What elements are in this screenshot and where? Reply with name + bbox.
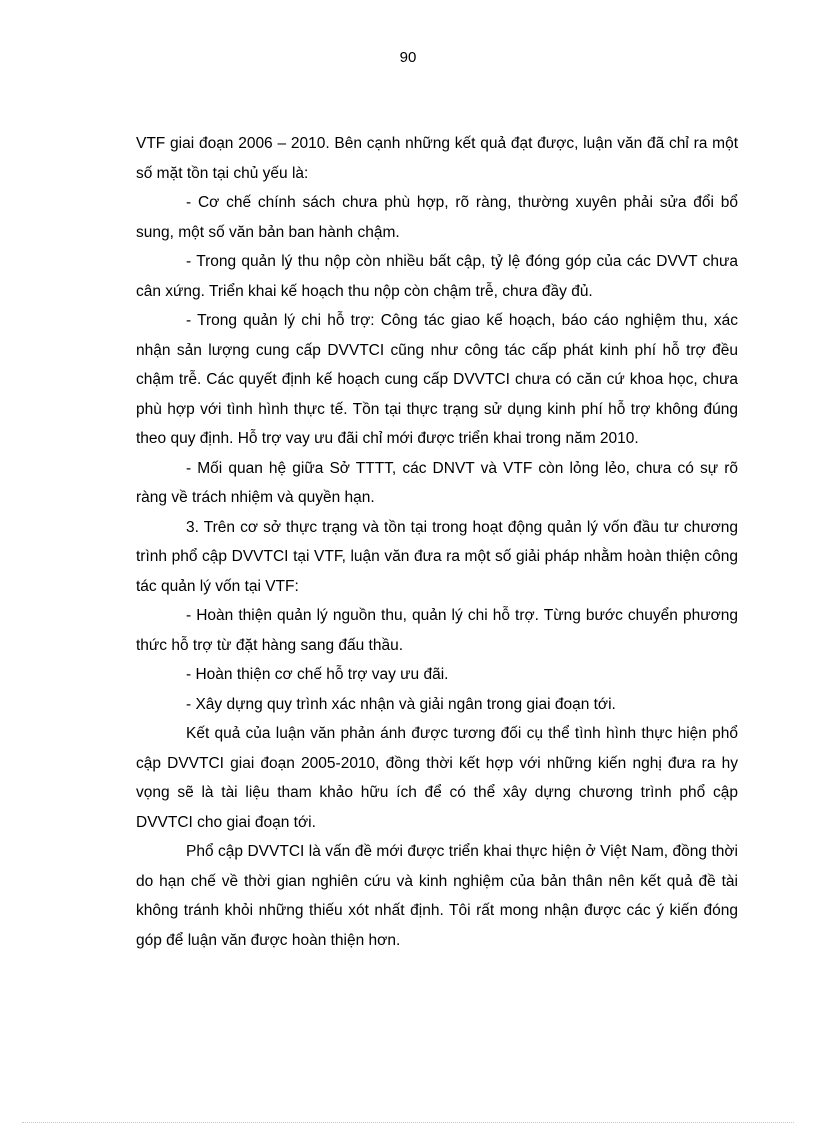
paragraph-relationships: - Mối quan hệ giữa Sở TTTT, các DNVT và VTF còn lỏng lẻo, chưa có sự rõ ràng về trách nhiệm và quyền hạn.: [136, 459, 738, 506]
paragraph-solutions-intro: 3. Trên cơ sở thực trạng và tồn tại trong hoạt động quản lý vốn đầu tư chương trình phổ cập DVVTCI tại VTF, luận văn đưa ra một số giải pháp nhằm hoàn thiện công tác quản lý vốn tại VTF:: [136, 518, 738, 595]
paragraph-revenue-management: - Trong quản lý thu nộp còn nhiều bất cập, tỷ lệ đóng góp của các DVVT chưa cân xứng. Triển khai kế hoạch thu nộp còn chậm trễ, chưa đầy đủ.: [136, 253, 738, 300]
paragraph-results-summary: Kết quả của luận văn phản ánh được tương đối cụ thể tình hình thực hiện phổ cập DVVTCI giai đoạn 2005-2010, đồng thời kết hợp với những kiến nghị đưa ra hy vọng sẽ là tài liệu tham khảo hữu ích để có thể xây dựng chương trình phổ cập DVVTCI cho giai đoạn tới.: [136, 725, 738, 831]
paragraph-policy-mechanism: - Cơ chế chính sách chưa phù hợp, rõ ràng, thường xuyên phải sửa đổi bổ sung, một số văn bản ban hành chậm.: [136, 194, 738, 241]
paragraph-closing: Phổ cập DVVTCI là vấn đề mới được triển khai thực hiện ở Việt Nam, đồng thời do hạn chế về thời gian nghiên cứu và kinh nghiệm của bản thân nên kết quả đề tài không tránh khỏi những thiếu xót nhất định. Tôi rất mong nhận được các ý kiến đóng góp để luận văn được hoàn thiện hơn.: [136, 843, 738, 949]
paragraph-intro-continuation: VTF giai đoạn 2006 – 2010. Bên cạnh những kết quả đạt được, luận văn đã chỉ ra một số mặt tồn tại chủ yếu là:: [136, 135, 738, 182]
paragraph-solution-revenue: - Hoàn thiện quản lý nguồn thu, quản lý chi hỗ trợ. Từng bước chuyển phương thức hỗ trợ từ đặt hàng sang đấu thầu.: [136, 607, 738, 654]
paragraph-support-spending: - Trong quản lý chi hỗ trợ: Công tác giao kế hoạch, báo cáo nghiệm thu, xác nhận sản lượng cung cấp DVVTCI cũng như công tác cấp phát kinh phí hỗ trợ đều chậm trễ. Các quyết định kế hoạch cung cấp DVVTCI chưa có căn cứ khoa học, chưa phù hợp với tình hình thực tế. Tồn tại thực trạng sử dụng kinh phí hỗ trợ không đúng theo quy định. Hỗ trợ vay ưu đãi chỉ mới được triển khai trong năm 2010.: [136, 312, 738, 447]
paragraph-solution-process: - Xây dựng quy trình xác nhận và giải ngân trong giai đoạn tới.: [186, 695, 616, 713]
paragraph-solution-loans: - Hoàn thiện cơ chế hỗ trợ vay ưu đãi.: [186, 666, 449, 683]
page-number: 90: [399, 49, 417, 66]
document-body: [136, 129, 738, 955]
